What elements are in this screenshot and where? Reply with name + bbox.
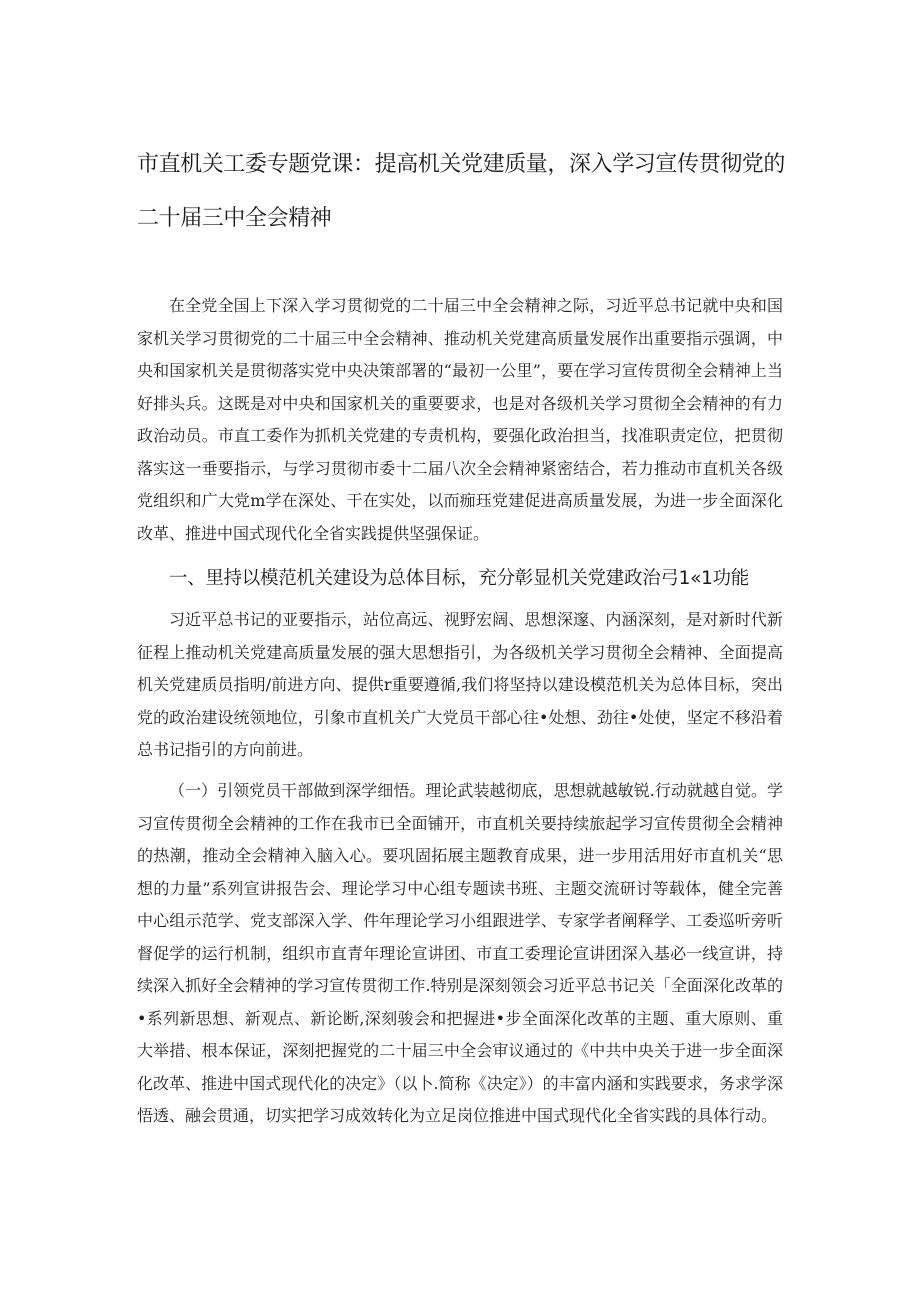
section-heading-1: 一、里持以模范机关建设为总体目标，充分彰显机关党建政治弓1«1功能 [169,568,749,589]
section-1-paragraph: 习近平总书记的亚要指示，站位高远、视野宏阔、思想深邃、内涵深刻，是对新时代新征程上推动机关党建高质量发展的强大思想指引，为各级机关学习贯彻全会精神、全面提高机关党建质员指明/前进方向、提供r重要遵循,我们将坚持以建设模范机关为总体目标，突出党的政治建设统领地位，引象市直机关广大党员干部心往•处想、劲往•处使，坚定不移沿着总书记指引的方向前进。 [137,610,783,759]
intro-paragraph: 在全党全国上下深入学习贯彻党的二十届三中全会精神之际，习近平总书记就中央和国家机关学习贯彻党的二十届三中全会精神、推动机关党建高质量发展作出重要指示强调，中央和国家机关是贯彻落实党中央决策部署的“最初一公里”，要在学习宣传贯彻全会精神上当好排头兵。这既是对中央和国家机关的重要要求，也是对各级机关学习贯彻全会精神的有力政治动员。市直工委作为抓机关党建的专责机构，要强化政治担当，找准职责定位，把贯彻落实这一垂要指示，与学习贯彻市委十二届八次全会精神紧密结合，若力推动市直机关各级党组织和广大党m学在深处、干在实处，以而痂珏党建促进高质量发展，为进一步全面深化改革、推进中国式现代化全省实践提供坚强保证。 [137,296,783,543]
subsection-1-paragraph: （一）引领党员干部做到深学细悟。理论武装越彻底，思想就越敏锐.行动就越自觉。学习宣传贯彻全会精神的工作在我市已全面铺开，市直机关要持续旅起学习宣传贯彻全会精神的热潮，推动全会精神入脑入心。要巩固拓展主题教育成果，进一步用活用好市直机关“思想的力量”系列宣讲报告会、理论学习中心组专题读书班、主题交流研讨等载体，健全完善中心组示范学、党支部深入学、件年理论学习小组跟进学、专家学者阐释学、工委巡听旁听督促学的运行机制，组织市直青年理论宣讲团、市直工委理论宣讲团深入基必一线宣讲，持续深入抓好全会精神的学习宣传贯彻工作.特别是深刻领会习近平总书记关「全面深化改革的•系列新思想、新观点、新论断,深刻骏会和把握进•步全面深化改革的主题、重大原则、重大举措、根本保证，深刻把握党的二十届三中全会审议通过的《中共中央关于进一步全面深化改革、推进中国式现代化的决定》（以卜.简称《决定》）的丰富内涵和实践要求，务求学深悟透、融会贯通，切实把学习成效转化为立足岗位推进中国式现代化全省实践的具体行动。 [137,781,783,1125]
document-title-line-1: 市直机关工委专题党课：提高机关党建质量，深入学习宣传贯彻党的 [137,152,786,177]
document-title-line-2: 二十届三中全会精神 [137,206,332,231]
